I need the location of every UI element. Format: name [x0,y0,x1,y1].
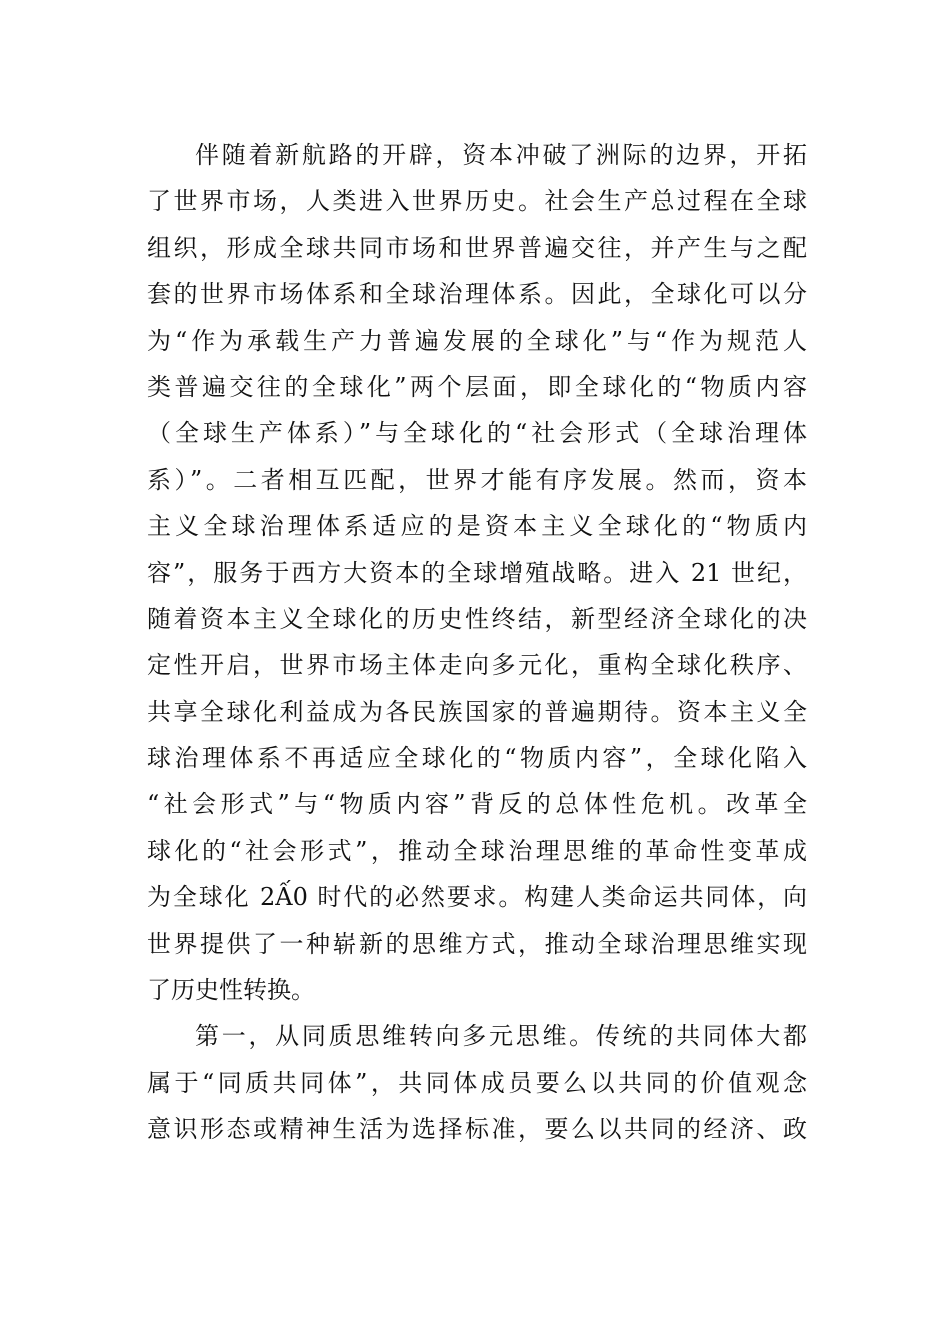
paragraph-line: 球化的“社会形式”，推动全球治理思维的革命性变革成 [147,836,807,865]
paragraph-line: 伴随着新航路的开辟，资本冲破了洲际的边界，开拓 [195,141,807,169]
paragraph-line: 套的世界市场体系和全球治理体系。因此，全球化可以分 [147,280,807,309]
paragraph-line: 系）”。二者相互匹配，世界才能有序发展。然而，资本 [147,465,807,494]
paragraph-line: 组织，形成全球共同市场和世界普遍交往，并产生与之配 [147,233,807,262]
paragraph-line: 属于“同质共同体”，共同体成员要么以共同的价值观念 [147,1068,807,1097]
paragraph-line: 共享全球化利益成为各民族国家的普遍期待。资本主义全 [147,697,807,726]
paragraph-line: “社会形式”与“物质内容”背反的总体性危机。改革全 [147,790,807,819]
paragraph-line: 第一，从同质思维转向多元思维。传统的共同体大都 [195,1022,807,1051]
paragraph-line: 意识形态或精神生活为选择标准，要么以共同的经济、政 [147,1115,807,1144]
paragraph-line: 了历史性转换。 [147,976,315,1005]
paragraph-line: 了世界市场，人类进入世界历史。社会生产总过程在全球 [147,187,807,216]
paragraph-line: 随着资本主义全球化的历史性终结，新型经济全球化的决 [147,604,807,633]
body-text [147,132,807,1153]
paragraph-line: 容”，服务于西方大资本的全球增殖战略。进入 21 世纪， [147,558,807,587]
paragraph-1 [147,132,807,1013]
paragraph-line: 世界提供了一种崭新的思维方式，推动全球治理思维实现 [147,929,807,958]
paragraph-line: （全球生产体系）”与全球化的“社会形式（全球治理体 [147,419,807,448]
paragraph-line: 球治理体系不再适应全球化的“物质内容”，全球化陷入 [147,744,807,773]
paragraph-line: 类普遍交往的全球化”两个层面，即全球化的“物质内容 [147,372,807,401]
paragraph-line: 定性开启，世界市场主体走向多元化，重构全球化秩序、 [147,651,807,680]
paragraph-2 [147,1013,807,1152]
paragraph-line: 主义全球治理体系适应的是资本主义全球化的“物质内 [147,512,807,541]
paragraph-line: 为“作为承载生产力普遍发展的全球化”与“作为规范人 [147,326,807,355]
paragraph-line: 为全球化 2Ấ0 时代的必然要求。构建人类命运共同体，向 [147,883,807,912]
